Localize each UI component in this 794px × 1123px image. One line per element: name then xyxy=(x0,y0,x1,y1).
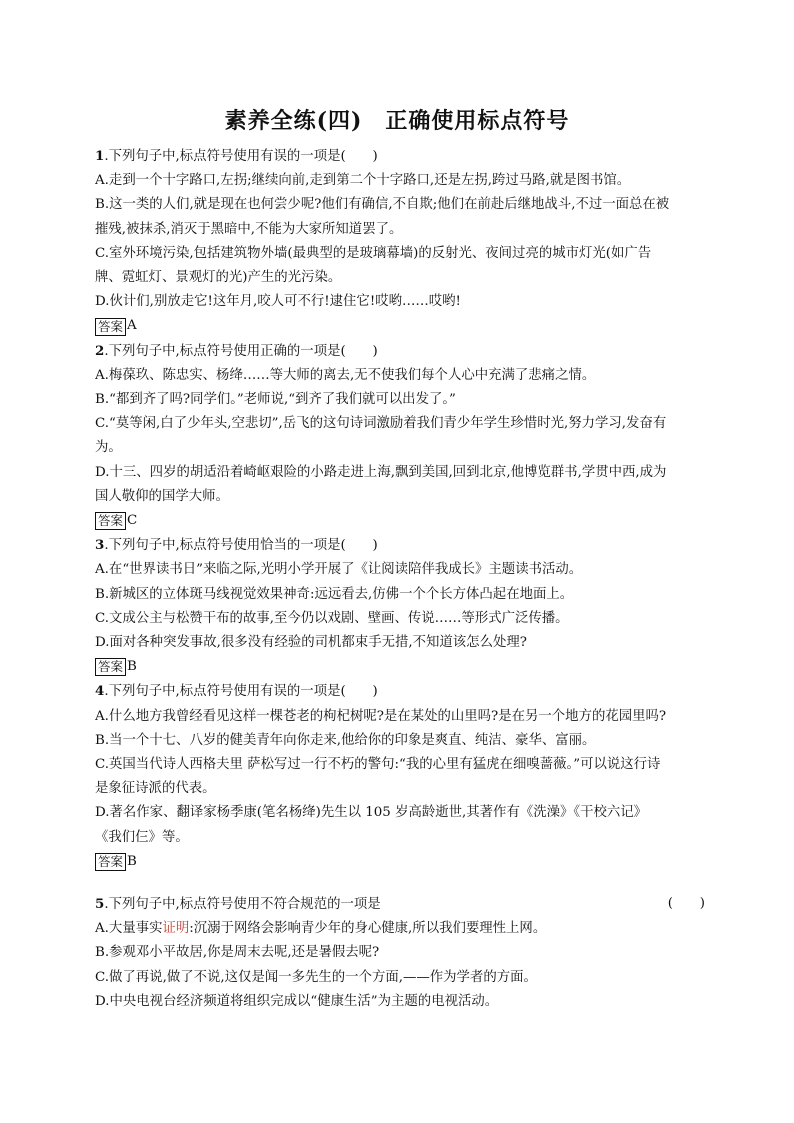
answer-row xyxy=(95,850,705,874)
answer-value: B xyxy=(127,659,137,675)
option-line: A.走到一个十字路口,左拐;继续向前,走到第二个十字路口,还是左拐,跨过马路,就是图书馆。 xyxy=(95,173,631,189)
option-line: D.十三、四岁的胡适沿着崎岖艰险的小路走进上海,飘到美国,回到北京,他博览群书,学贯中西,成为 xyxy=(95,464,667,480)
option-line: A.大量事实证明:沉溺于网络会影响青少年的身心健康,所以我们要理性上网。 xyxy=(95,921,547,937)
option-line: 是象征诗派的代表。 xyxy=(95,781,216,797)
option-line: D.中央电视台经济频道将组织完成以“健康生活”为主题的电视活动。 xyxy=(95,993,499,1009)
question-stem: 5.下列句子中,标点符号使用不符合规范的一项是 ( ) xyxy=(95,892,705,917)
option-line: B.新城区的立体斑马线视觉效果神奇:远远看去,仿佛一个个长方体凸起在地面上。 xyxy=(95,586,574,602)
answer-label-box: 答案 xyxy=(95,512,126,530)
option-line: C.做了再说,做了不说,这仅是闻一多先生的一个方面,——作为学者的方面。 xyxy=(95,969,537,985)
option-line: C.文成公主与松赞干布的故事,至今仍以戏剧、壁画、传说……等形式广泛传播。 xyxy=(95,610,569,626)
option-line: A.在“世界读书日”来临之际,光明小学开展了《让阅读陪伴我成长》主题读书活动。 xyxy=(95,562,583,578)
question-number: 5 xyxy=(95,896,105,913)
page-title: 素养全练(四) 正确使用标点符号 xyxy=(224,108,570,134)
question-2 xyxy=(95,339,705,534)
option-line: B.这一类的人们,就是现在也何尝少呢?他们有确信,不自欺;他们在前赴后继地战斗,不过一面总在被 xyxy=(95,197,670,213)
question-stem: 3.下列句子中,标点符号使用恰当的一项是( ) xyxy=(95,537,378,554)
question-list xyxy=(95,144,705,1014)
option-line: A.什么地方我曾经看见这样一棵苍老的枸杞树呢?是在某处的山里吗?是在另一个地方的花园里吗? xyxy=(95,708,667,724)
option-line: 牌、霓虹灯、景观灯的光)产生的光污染。 xyxy=(95,270,342,286)
option-line: 为。 xyxy=(95,440,122,456)
question-stem: 2.下列句子中,标点符号使用正确的一项是( ) xyxy=(95,342,378,359)
question-number: 2 xyxy=(95,342,105,359)
answer-label-box: 答案 xyxy=(95,318,126,336)
option-line: C.室外环境污染,包括建筑物外墙(最典型的是玻璃幕墙)的反射光、夜间过亮的城市灯光(如广告 xyxy=(95,245,652,261)
option-line: B.“都到齐了吗?同学们。”老师说,“到齐了我们就可以出发了。” xyxy=(95,392,456,408)
option-line: D.面对各种突发事故,很多没有经验的司机都束手无措,不知道该怎么处理? xyxy=(95,635,527,651)
question-4 xyxy=(95,679,705,874)
answer-blank: ( ) xyxy=(667,896,705,912)
option-line: C.“莫等闲,白了少年头,空悲切”,岳飞的这句诗词激励着我们青少年学生珍惜时光,努力学习,发奋有 xyxy=(95,416,667,432)
option-line: 国人敬仰的国学大师。 xyxy=(95,488,229,504)
question-1 xyxy=(95,144,705,339)
answer-label-box: 答案 xyxy=(95,658,126,676)
answer-value: B xyxy=(127,853,137,869)
option-line: B.参观邓小平故居,你是周末去呢,还是暑假去呢? xyxy=(95,945,380,961)
answer-value: A xyxy=(127,318,137,334)
section-gap xyxy=(95,874,705,892)
question-number: 3 xyxy=(95,537,105,554)
option-line: D.著名作家、翻译家杨季康(笔名杨绛)先生以 105 岁高龄逝世,其著作有《洗澡》《干校六记》 xyxy=(95,805,648,821)
highlighted-word: 证明 xyxy=(162,921,190,937)
option-line: B.当一个十七、八岁的健美青年向你走来,他给你的印象是爽直、纯洁、豪华、富丽。 xyxy=(95,732,596,748)
question-stem: 1.下列句子中,标点符号使用有误的一项是( ) xyxy=(95,148,378,164)
question-number: 4 xyxy=(95,683,105,700)
answer-label-box: 答案 xyxy=(95,853,126,871)
question-number: 1 xyxy=(95,148,105,164)
answer-row xyxy=(95,509,705,533)
answer-row xyxy=(95,314,705,338)
option-line: C.英国当代诗人西格夫里 萨松写过一行不朽的警句:“我的心里有猛虎在细嗅蔷薇。”可以说这行诗 xyxy=(95,757,661,773)
option-line: A.梅葆玖、陈忠实、杨绛……等大师的离去,无不使我们每个人心中充满了悲痛之情。 xyxy=(95,367,596,383)
question-5 xyxy=(95,892,705,1014)
option-line: 《我们仨》等。 xyxy=(95,829,189,845)
answer-row xyxy=(95,655,705,679)
answer-value: C xyxy=(127,513,138,529)
option-line: D.伙计们,别放走它!这年月,咬人可不行!逮住它!哎哟……哎哟! xyxy=(95,294,461,310)
option-line: 摧残,被抹杀,消灭于黑暗中,不能为大家所知道罢了。 xyxy=(95,221,403,237)
question-stem: 4.下列句子中,标点符号使用有误的一项是( ) xyxy=(95,683,378,700)
question-3 xyxy=(95,533,705,679)
